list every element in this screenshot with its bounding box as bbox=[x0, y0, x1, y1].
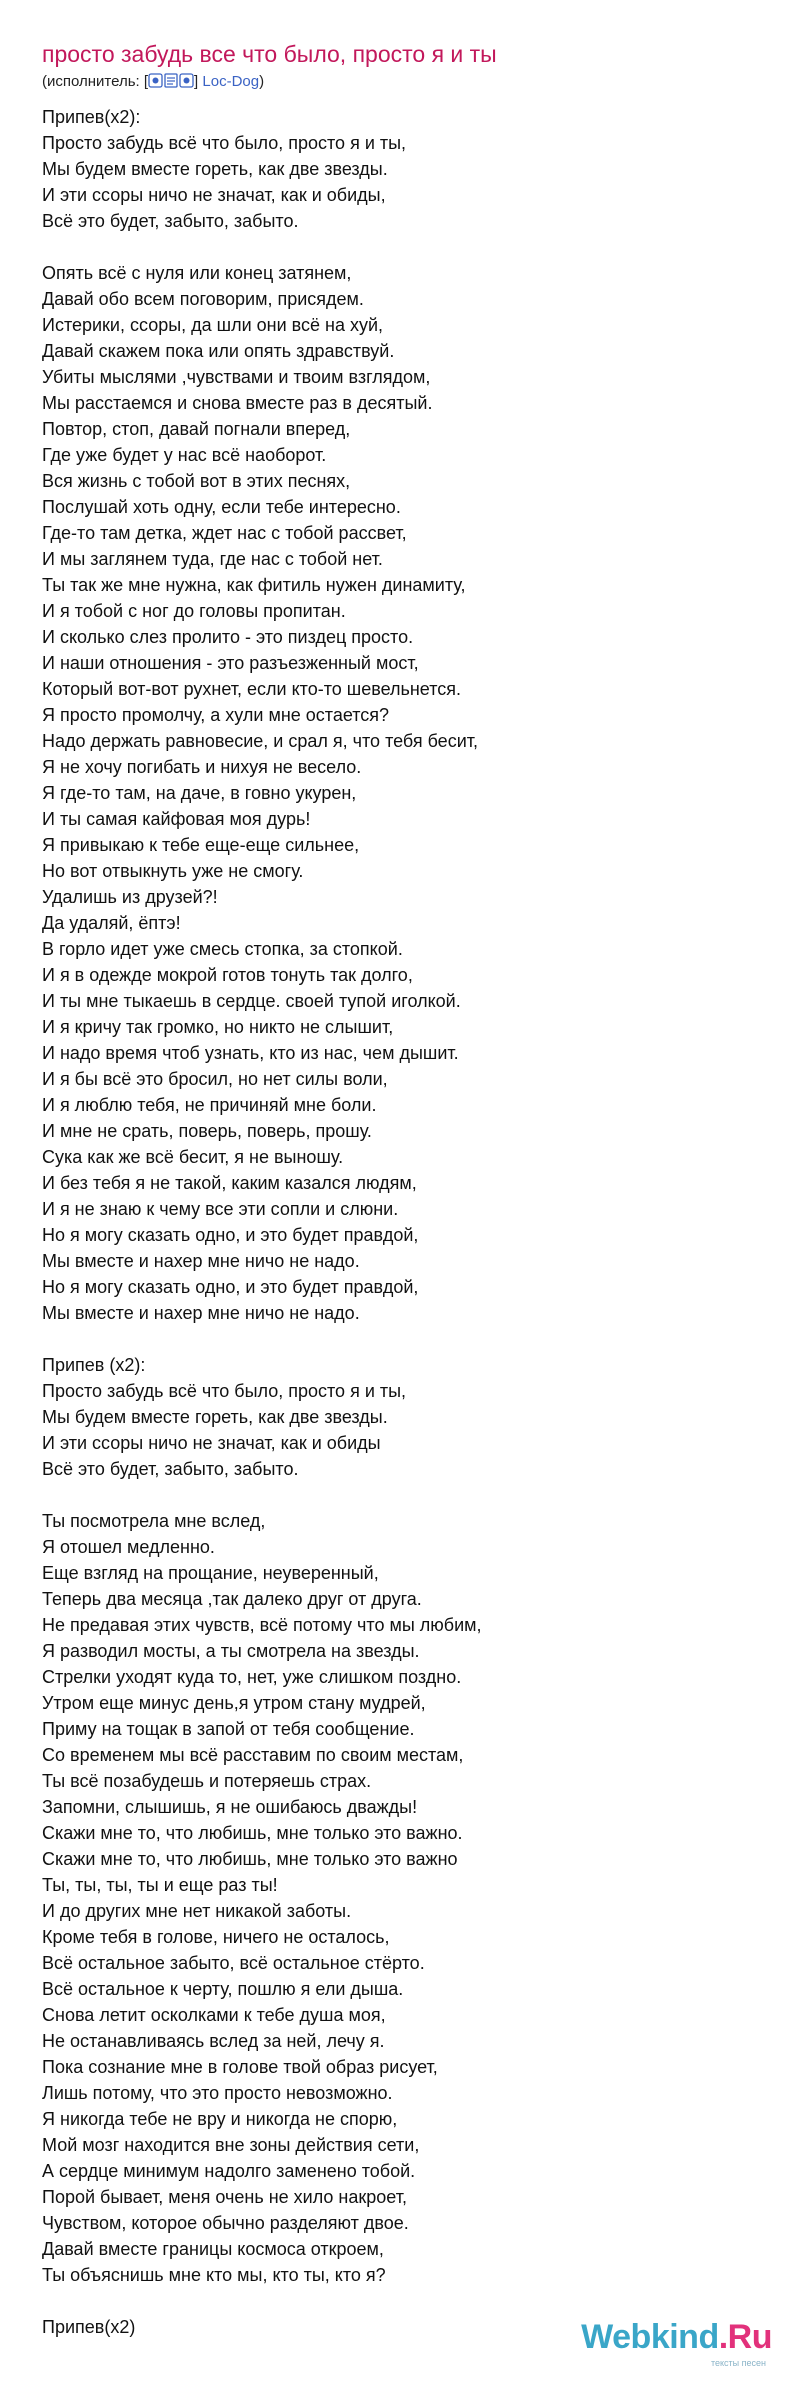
lyric-line: Мы вместе и нахер мне ничо не надо. bbox=[42, 1251, 360, 1271]
lyric-line: И мы заглянем туда, где нас с тобой нет. bbox=[42, 549, 383, 569]
lyric-line: Я привыкаю к тебе еще-еще сильнее, bbox=[42, 835, 360, 855]
lyric-line: Всё остальное забыто, всё остальное стёрто. bbox=[42, 1953, 425, 1973]
lyric-line: Мы будем вместе гореть, как две звезды. bbox=[42, 1407, 388, 1427]
lyric-line: И без тебя я не такой, каким казался людям, bbox=[42, 1173, 417, 1193]
lyric-line: Порой бывает, меня очень не хило накроет, bbox=[42, 2187, 407, 2207]
lyric-line: И сколько слез пролито - это пиздец просто. bbox=[42, 627, 414, 647]
lyric-line: Мы расстаемся и снова вместе раз в десятый. bbox=[42, 393, 433, 413]
lyric-line: Вся жизнь с тобой вот в этих песнях, bbox=[42, 471, 351, 491]
lyric-line: Всё остальное к черту, пошлю я ели дыша. bbox=[42, 1979, 404, 1999]
artist-meta bbox=[42, 73, 264, 90]
lyric-line: Но вот отвыкнуть уже не смогу. bbox=[42, 861, 304, 881]
lyric-line: Еще взгляд на прощание, неуверенный, bbox=[42, 1563, 379, 1583]
lyric-line: Я никогда тебе не вру и никогда не спорю, bbox=[42, 2109, 398, 2129]
artist-link[interactable]: Loc-Dog bbox=[202, 73, 260, 90]
lyric-line: Я отошел медленно. bbox=[42, 1537, 215, 1557]
lyric-line: Мы будем вместе гореть, как две звезды. bbox=[42, 159, 388, 179]
lyric-line: Лишь потому, что это просто невозможно. bbox=[42, 2083, 393, 2103]
lyric-line: Припев(x2) bbox=[42, 2317, 136, 2337]
logo-tagline: тексты песен bbox=[710, 2358, 766, 2368]
lyric-line: И эти ссоры ничо не значат, как и обиды, bbox=[42, 185, 386, 205]
logo-part1: Webkind bbox=[581, 2318, 719, 2356]
lyric-line: Ты объяснишь мне кто мы, кто ты, кто я? bbox=[42, 2265, 386, 2285]
lyric-line: Стрелки уходят куда то, нет, уже слишком поздно. bbox=[42, 1667, 462, 1687]
lyric-line: Опять всё с нуля или конец затянем, bbox=[42, 263, 352, 283]
lyric-line: И до других мне нет никакой заботы. bbox=[42, 1901, 352, 1921]
lyric-line: И я не знаю к чему все эти сопли и слюни. bbox=[42, 1199, 399, 1219]
lyric-line: И эти ссоры ничо не значат, как и обиды bbox=[42, 1433, 381, 1453]
lyric-line: Где уже будет у нас всё наоборот. bbox=[42, 445, 327, 465]
lyric-line: И ты мне тыкаешь в сердце. своей тупой иголкой. bbox=[42, 991, 461, 1011]
lyric-spacer bbox=[42, 2288, 782, 2314]
lyric-line: Скажи мне то, что любишь, мне только это важно. bbox=[42, 1823, 463, 1843]
lyric-line: Чувством, которое обычно разделяют двое. bbox=[42, 2213, 409, 2233]
lyric-line: Ты посмотрела мне вслед, bbox=[42, 1511, 266, 1531]
lyric-line: И я кричу так громко, но никто не слышит, bbox=[42, 1017, 394, 1037]
lyric-line: В горло идет уже смесь стопка, за стопкой. bbox=[42, 939, 403, 959]
lyric-line: Мы вместе и нахер мне ничо не надо. bbox=[42, 1303, 360, 1323]
lyric-line: Приму на тощак в запой от тебя сообщение. bbox=[42, 1719, 415, 1739]
lyric-spacer bbox=[42, 1482, 782, 1508]
lyric-line: Утром еще минус день,я утром стану мудрей, bbox=[42, 1693, 426, 1713]
lyric-line: Кроме тебя в голове, ничего не осталось, bbox=[42, 1927, 390, 1947]
logo-part2: .Ru bbox=[718, 2318, 772, 2356]
lyric-line: Ты всё позабудешь и потеряешь страх. bbox=[42, 1771, 372, 1791]
lyric-line: Ты, ты, ты, ты и еще раз ты! bbox=[42, 1875, 278, 1895]
lyric-line: Убиты мыслями ,чувствами и твоим взглядом, bbox=[42, 367, 431, 387]
site-logo[interactable] bbox=[581, 2318, 772, 2368]
lyric-line: Со временем мы всё расставим по своим местам, bbox=[42, 1745, 464, 1765]
lyric-line: Удалишь из друзей?! bbox=[42, 887, 218, 907]
lyric-line: Я не хочу погибать и нихуя не весело. bbox=[42, 757, 362, 777]
lyric-line: Да удаляй, ёптэ! bbox=[42, 913, 181, 933]
lyric-line: И я люблю тебя, не причиняй мне боли. bbox=[42, 1095, 377, 1115]
lyrics-block bbox=[42, 104, 782, 2340]
lyric-line: Не предавая этих чувств, всё потому что мы любим, bbox=[42, 1615, 482, 1635]
meta-prefix: (исполнитель: [ bbox=[42, 73, 149, 90]
lyric-line: Запомни, слышишь, я не ошибаюсь дважды! bbox=[42, 1797, 418, 1817]
lyric-line: Просто забудь всё что было, просто я и ты, bbox=[42, 133, 407, 153]
logo-text bbox=[581, 2318, 772, 2356]
lyric-line: Припев (x2): bbox=[42, 1355, 146, 1375]
lyric-line: Теперь два месяца ,так далеко друг от друга. bbox=[42, 1589, 422, 1609]
lyric-line: Я просто промолчу, а хули мне остается? bbox=[42, 705, 390, 725]
lyric-line: Давай скажем пока или опять здравствуй. bbox=[42, 341, 395, 361]
lyric-line: Давай вместе границы космоса откроем, bbox=[42, 2239, 384, 2259]
lyric-line: И я тобой с ног до головы пропитан. bbox=[42, 601, 346, 621]
lyric-line: Я разводил мосты, а ты смотрела на звезды. bbox=[42, 1641, 420, 1661]
lyric-line: Повтор, стоп, давай погнали вперед, bbox=[42, 419, 351, 439]
page-title: просто забудь все что было, просто я и ты bbox=[42, 41, 497, 67]
lyric-line: Где-то там детка, ждет нас с тобой рассвет, bbox=[42, 523, 407, 543]
lyric-line: Надо держать равновесие, и срал я, что тебя бесит, bbox=[42, 731, 478, 751]
lyric-line: Который вот-вот рухнет, если кто-то шевельнется. bbox=[42, 679, 462, 699]
lyric-line: И мне не срать, поверь, поверь, прошу. bbox=[42, 1121, 372, 1141]
lyric-line: Ты так же мне нужна, как фитиль нужен динамиту, bbox=[42, 575, 466, 595]
lyric-line: А сердце минимум надолго заменено тобой. bbox=[42, 2161, 416, 2181]
lyric-spacer bbox=[42, 1326, 782, 1352]
lyric-line: Но я могу сказать одно, и это будет правдой, bbox=[42, 1225, 419, 1245]
meta-close: ) bbox=[259, 73, 265, 90]
lyric-line: Истерики, ссоры, да шли они всё на хуй, bbox=[42, 315, 384, 335]
lyric-line: И ты самая кайфовая моя дурь! bbox=[42, 809, 311, 829]
lyric-line: Я где-то там, на даче, в говно укурен, bbox=[42, 783, 357, 803]
lyric-line: Припев(x2): bbox=[42, 107, 141, 127]
lyric-line: Всё это будет, забыто, забыто. bbox=[42, 211, 299, 231]
lyric-line: Сука как же всё бесит, я не выношу. bbox=[42, 1147, 344, 1167]
lyric-line: Пока сознание мне в голове твой образ рисует, bbox=[42, 2057, 438, 2077]
lyric-line: И наши отношения - это разъезженный мост, bbox=[42, 653, 419, 673]
lyric-line: Мой мозг находится вне зоны действия сети, bbox=[42, 2135, 420, 2155]
lyric-line: Скажи мне то, что любишь, мне только это важно bbox=[42, 1849, 458, 1869]
artist-icon bbox=[148, 73, 194, 88]
meta-suffix: ] bbox=[194, 73, 203, 90]
lyric-line: Послушай хоть одну, если тебе интересно. bbox=[42, 497, 401, 517]
lyric-line: Просто забудь всё что было, просто я и ты, bbox=[42, 1381, 407, 1401]
lyric-line: Но я могу сказать одно, и это будет правдой, bbox=[42, 1277, 419, 1297]
lyric-spacer bbox=[42, 234, 782, 260]
lyric-line: Всё это будет, забыто, забыто. bbox=[42, 1459, 299, 1479]
lyric-line: И я в одежде мокрой готов тонуть так долго, bbox=[42, 965, 413, 985]
lyric-line: И надо время чтоб узнать, кто из нас, чем дышит. bbox=[42, 1043, 459, 1063]
lyric-line: Не останавливаясь вслед за ней, лечу я. bbox=[42, 2031, 385, 2051]
lyric-line: Давай обо всем поговорим, присядем. bbox=[42, 289, 364, 309]
lyric-line: Снова летит осколками к тебе душа моя, bbox=[42, 2005, 386, 2025]
lyric-line: И я бы всё это бросил, но нет силы воли, bbox=[42, 1069, 388, 1089]
